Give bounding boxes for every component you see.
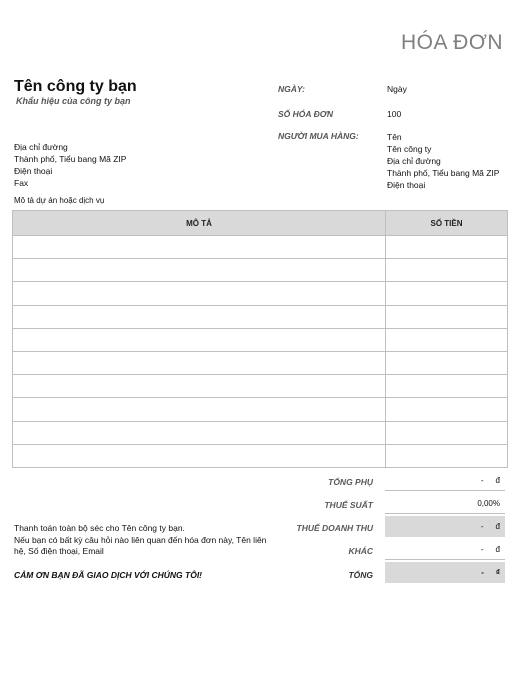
total-currency: ₫ — [495, 568, 500, 577]
amount-cell[interactable] — [386, 236, 508, 259]
buyer-city: Thành phố, Tiểu bang Mã ZIP — [387, 168, 500, 178]
items-table — [12, 210, 508, 468]
payment-note: Thanh toán toàn bộ séc cho Tên công ty bạn. — [14, 523, 185, 533]
seller-street: Địa chỉ đường — [14, 142, 68, 152]
description-cell[interactable] — [13, 398, 386, 421]
table-row — [13, 328, 508, 351]
description-cell[interactable] — [13, 444, 386, 467]
buyer-company: Tên công ty — [387, 144, 432, 154]
company-name: Tên công ty bạn — [14, 78, 137, 95]
table-row — [13, 351, 508, 374]
other-currency: đ — [495, 545, 500, 554]
table-row — [13, 444, 508, 467]
buyer-phone: Điện thoại — [387, 180, 426, 190]
invoice-title: HÓA ĐƠN — [400, 31, 503, 54]
table-row — [13, 375, 508, 398]
seller-address — [14, 141, 126, 189]
subtotal-label: TỔNG PHỤ — [328, 477, 373, 487]
seller-fax: Fax — [14, 178, 29, 188]
total-label: TỔNG — [348, 570, 373, 580]
buyer-name: Tên — [387, 132, 402, 142]
description-cell[interactable] — [13, 351, 386, 374]
amount-cell[interactable] — [386, 375, 508, 398]
other-value[interactable] — [385, 539, 505, 560]
amount-cell[interactable] — [386, 259, 508, 282]
table-row — [13, 236, 508, 259]
sales-tax-label: THUẾ DOANH THU — [296, 523, 373, 533]
other-label: KHÁC — [348, 546, 373, 556]
description-cell[interactable] — [13, 375, 386, 398]
description-cell[interactable] — [13, 305, 386, 328]
seller-city: Thành phố, Tiểu bang Mã ZIP — [14, 154, 127, 164]
tax-rate-value[interactable]: 0,00% — [385, 493, 505, 514]
sales-tax-currency: đ — [495, 522, 500, 531]
date-value: Ngày — [387, 84, 407, 94]
amount-cell[interactable] — [386, 305, 508, 328]
invoice-number-label: SỐ HÓA ĐƠN — [278, 109, 333, 119]
amount-cell[interactable] — [386, 351, 508, 374]
amount-cell[interactable] — [386, 444, 508, 467]
description-cell[interactable] — [13, 328, 386, 351]
total-dash: - — [481, 568, 484, 577]
buyer-label: NGƯỜI MUA HÀNG: — [278, 131, 359, 141]
seller-phone: Điện thoại — [14, 166, 53, 176]
description-cell[interactable] — [13, 236, 386, 259]
description-cell[interactable] — [13, 421, 386, 444]
sales-tax-value[interactable] — [385, 516, 505, 537]
table-row — [13, 259, 508, 282]
subtotal-currency: đ — [495, 476, 500, 485]
amount-cell[interactable] — [386, 328, 508, 351]
amount-cell[interactable] — [386, 398, 508, 421]
amount-cell[interactable] — [386, 421, 508, 444]
invoice-number-value: 100 — [387, 109, 402, 119]
sales-tax-dash: - — [480, 522, 484, 531]
description-cell[interactable] — [13, 259, 386, 282]
table-row — [13, 421, 508, 444]
date-label: NGÀY: — [278, 84, 305, 94]
thank-you-message: CẢM ƠN BẠN ĐÃ GIAO DỊCH VỚI CHÚNG TÔI! — [14, 570, 203, 580]
tax-rate-label: THUẾ SUẤT — [324, 500, 373, 510]
buyer-info — [387, 131, 499, 191]
description-cell[interactable] — [13, 282, 386, 305]
subtotal-dash: - — [480, 476, 484, 485]
description-header: MÔ TẢ — [13, 211, 386, 236]
amount-cell[interactable] — [386, 282, 508, 305]
buyer-street: Địa chỉ đường — [387, 156, 441, 166]
subtotal-value[interactable] — [385, 470, 505, 491]
table-row — [13, 282, 508, 305]
project-description: Mô tả dự án hoặc dịch vụ — [14, 196, 105, 205]
questions-note: Nếu bạn có bất kỳ câu hỏi nào liên quan đến hóa đơn này, Tên liên hệ, Số điện thoại, Email — [14, 535, 267, 556]
amount-header: SỐ TIỀN — [386, 211, 508, 236]
table-row — [13, 305, 508, 328]
other-dash: - — [480, 545, 484, 554]
total-value — [385, 562, 505, 583]
table-row — [13, 398, 508, 421]
company-slogan: Khẩu hiệu của công ty bạn — [16, 96, 131, 106]
